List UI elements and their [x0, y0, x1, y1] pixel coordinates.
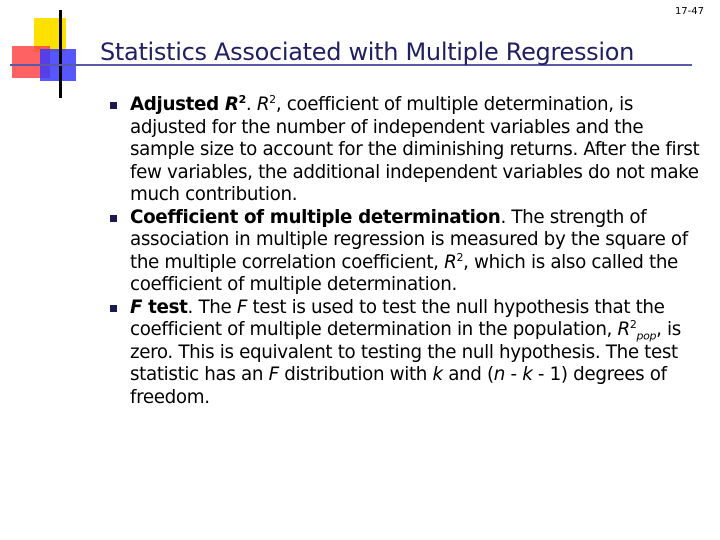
bullet-text: . The — [187, 296, 237, 318]
term-superscript: 2 — [238, 92, 246, 106]
bullet-coefficient-of-determination — [110, 207, 710, 297]
superscript: 2 — [456, 250, 464, 264]
bullet-adjusted-r2 — [110, 94, 710, 207]
variable: k — [522, 364, 533, 385]
punctuation: . — [245, 94, 257, 115]
bullet-marker — [110, 102, 117, 109]
variable: n — [493, 364, 506, 385]
subscript: pop — [636, 329, 657, 343]
term-variable: R — [224, 94, 239, 115]
variable: F — [268, 364, 279, 385]
page-number: 17-47 — [674, 6, 704, 17]
superscript: 2 — [629, 317, 637, 331]
bullet-text: - 1) degrees of freedom. — [130, 364, 667, 408]
term-variable: F — [130, 296, 143, 318]
superscript: 2 — [269, 92, 276, 106]
variable: F — [236, 296, 248, 318]
decor-vertical-line — [59, 10, 62, 98]
bullet-text: , is zero. This is equivalent to testing the null hypothesis. The test statistic has an — [130, 319, 681, 385]
variable: k — [432, 364, 443, 385]
bullet-text: , which is also called the coefficient of multiple determination. — [130, 251, 678, 295]
bullet-text: distribution with — [278, 364, 433, 385]
variable: R — [617, 319, 630, 340]
bullet-text: - — [505, 364, 523, 385]
bullet-list — [110, 94, 710, 409]
bullet-f-test — [110, 297, 710, 410]
term-text: test — [142, 296, 188, 318]
bullet-text: . The strength of association in multiple regression is measured by the square of the multiple correlation coefficient, — [130, 206, 688, 273]
bullet-text: , coefficient of multiple determination, is adjusted for the number of independent variables and the sample size to account for the diminishing returns. After the first few variables, the additional independent variables do not make much contribution. — [130, 94, 700, 205]
term-f-test — [130, 297, 188, 318]
variable: R — [256, 94, 270, 115]
bullet-marker — [110, 305, 117, 312]
slide-title: Statistics Associated with Multiple Regression — [100, 38, 635, 66]
term-text: Adjusted — [130, 94, 225, 115]
bullet-text: test is used to test the null hypothesis that the coefficient of multiple determination in the population, — [130, 296, 665, 340]
term-coefficient: Coefficient of multiple determination — [130, 206, 501, 228]
bullet-text: and ( — [442, 364, 494, 385]
bullet-marker — [110, 215, 117, 222]
variable: R — [444, 251, 457, 273]
term-adjusted — [130, 94, 246, 115]
